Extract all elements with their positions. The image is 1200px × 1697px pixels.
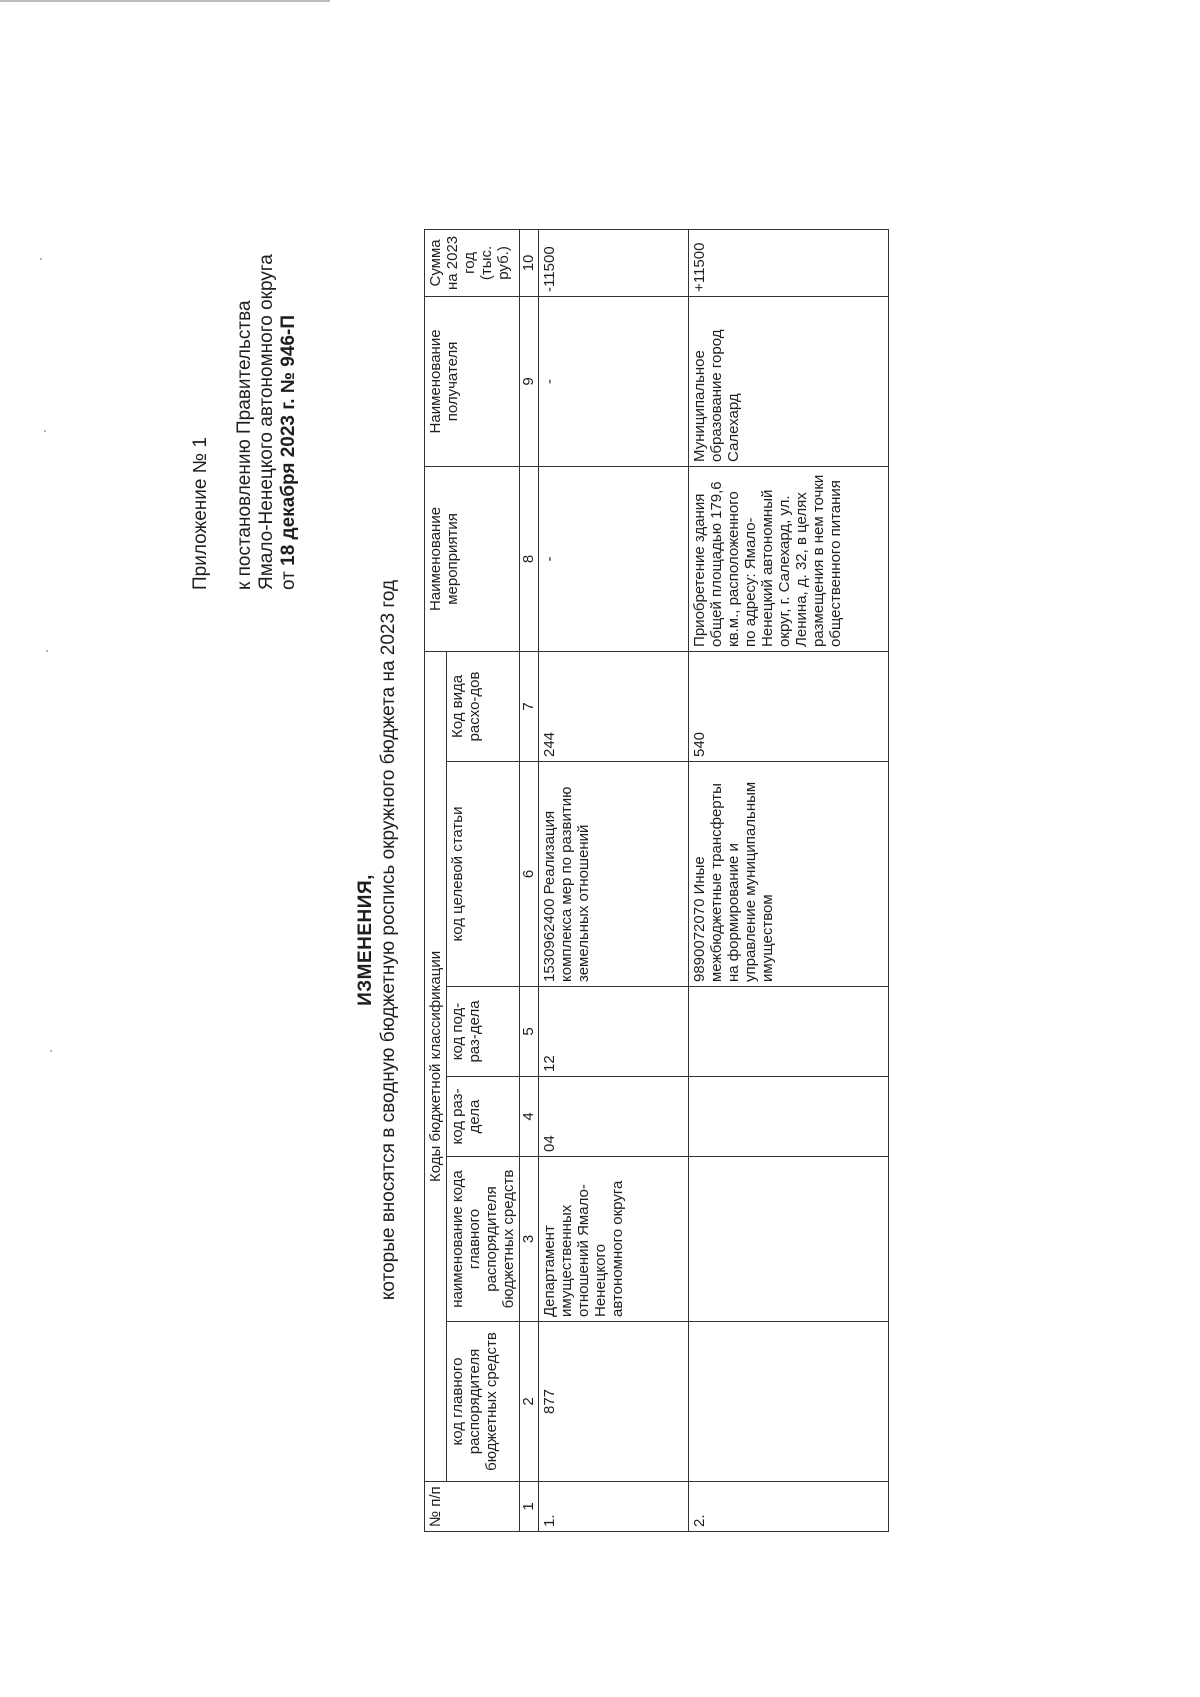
row-subsection-code <box>689 987 889 1077</box>
header-name-main-manager: наименование кода главного распорядителя бюджетных средств <box>447 1157 520 1322</box>
column-number: 7 <box>520 651 539 761</box>
row-section-code <box>689 1077 889 1157</box>
table-row <box>689 229 889 1531</box>
scan-edge-line <box>0 0 330 2</box>
header-event-name: Наименование мероприятия <box>425 466 520 651</box>
header-target-article-code: код целевой статьи <box>447 762 520 987</box>
row-name-main-manager <box>689 1157 889 1322</box>
appendix-line-2: Ямало-Ненецкого автономного округа <box>256 254 277 590</box>
row-target-article: 9890072070 Иные межбюджетные трансферты на формирование и управление муниципальным имуществом <box>689 762 889 987</box>
row-target-article: 1530962400 Реализация комплекса мер по развитию земельных отношений <box>539 762 689 987</box>
header-subsection-code: код под-раз-дела <box>447 987 520 1077</box>
header-code-main-manager: код главного распорядителя бюджетных средств <box>447 1322 520 1482</box>
appendix-header <box>190 254 300 590</box>
header-num: № п/п <box>425 1482 520 1532</box>
row-num: 1. <box>539 1482 689 1532</box>
column-number: 6 <box>520 762 539 987</box>
row-section-code: 04 <box>539 1077 689 1157</box>
appendix-number: Приложение № 1 <box>190 437 211 590</box>
column-number: 10 <box>520 229 539 296</box>
row-code-main-manager: 877 <box>539 1322 689 1482</box>
row-amount: +11500 <box>689 229 889 296</box>
header-section-code: код раз-дела <box>447 1077 520 1157</box>
header-recipient-name: Наименование получателя <box>425 296 520 466</box>
document-sheet <box>0 220 1020 1660</box>
row-event-name: Приобретение здания общей площадью 179,6 кв.м., расположенного по адресу: Ямало-Ненецкий автономный округ, г. Салехард, ул. Ленина, д. 32, в целях размещения в нем точки общественного питания <box>689 466 889 651</box>
document-title: ИЗМЕНЕНИЯ, <box>355 874 376 1006</box>
row-expense-type: 244 <box>539 651 689 761</box>
column-number: 3 <box>520 1157 539 1322</box>
row-recipient-name: Муниципальное образование город Салехард <box>689 296 889 466</box>
date-number: 18 декабря 2023 г. № 946-П <box>278 315 299 566</box>
row-code-main-manager <box>689 1322 889 1482</box>
appendix-date <box>278 254 300 590</box>
row-amount: -11500 <box>539 229 689 296</box>
column-number: 9 <box>520 296 539 466</box>
document-subtitle: которые вносятся в сводную бюджетную роспись окружного бюджета на 2023 год <box>378 579 399 1301</box>
column-number: 2 <box>520 1322 539 1482</box>
header-amount: Сумма на 2023 год (тыс. руб.) <box>425 229 520 296</box>
row-recipient-name: - <box>539 296 689 466</box>
column-number: 1 <box>520 1482 539 1532</box>
budget-changes-table <box>424 229 889 1532</box>
appendix-line-1: к постановлению Правительства <box>234 300 255 590</box>
column-number: 4 <box>520 1077 539 1157</box>
column-number: 8 <box>520 466 539 651</box>
row-num: 2. <box>689 1482 889 1532</box>
header-row-1 <box>425 229 447 1531</box>
date-prefix: от <box>278 571 299 590</box>
header-classification-group: Коды бюджетной классификации <box>425 651 447 1481</box>
row-event-name: - <box>539 466 689 651</box>
table-row <box>539 229 689 1531</box>
column-number: 5 <box>520 987 539 1077</box>
row-expense-type: 540 <box>689 651 889 761</box>
column-numbers-row <box>520 229 539 1531</box>
row-name-main-manager: Департамент имущественных отношений Ямало-Ненецкого автономного округа <box>539 1157 689 1322</box>
header-expense-type-code: Код вида расхо-дов <box>447 651 520 761</box>
row-subsection-code: 12 <box>539 987 689 1077</box>
